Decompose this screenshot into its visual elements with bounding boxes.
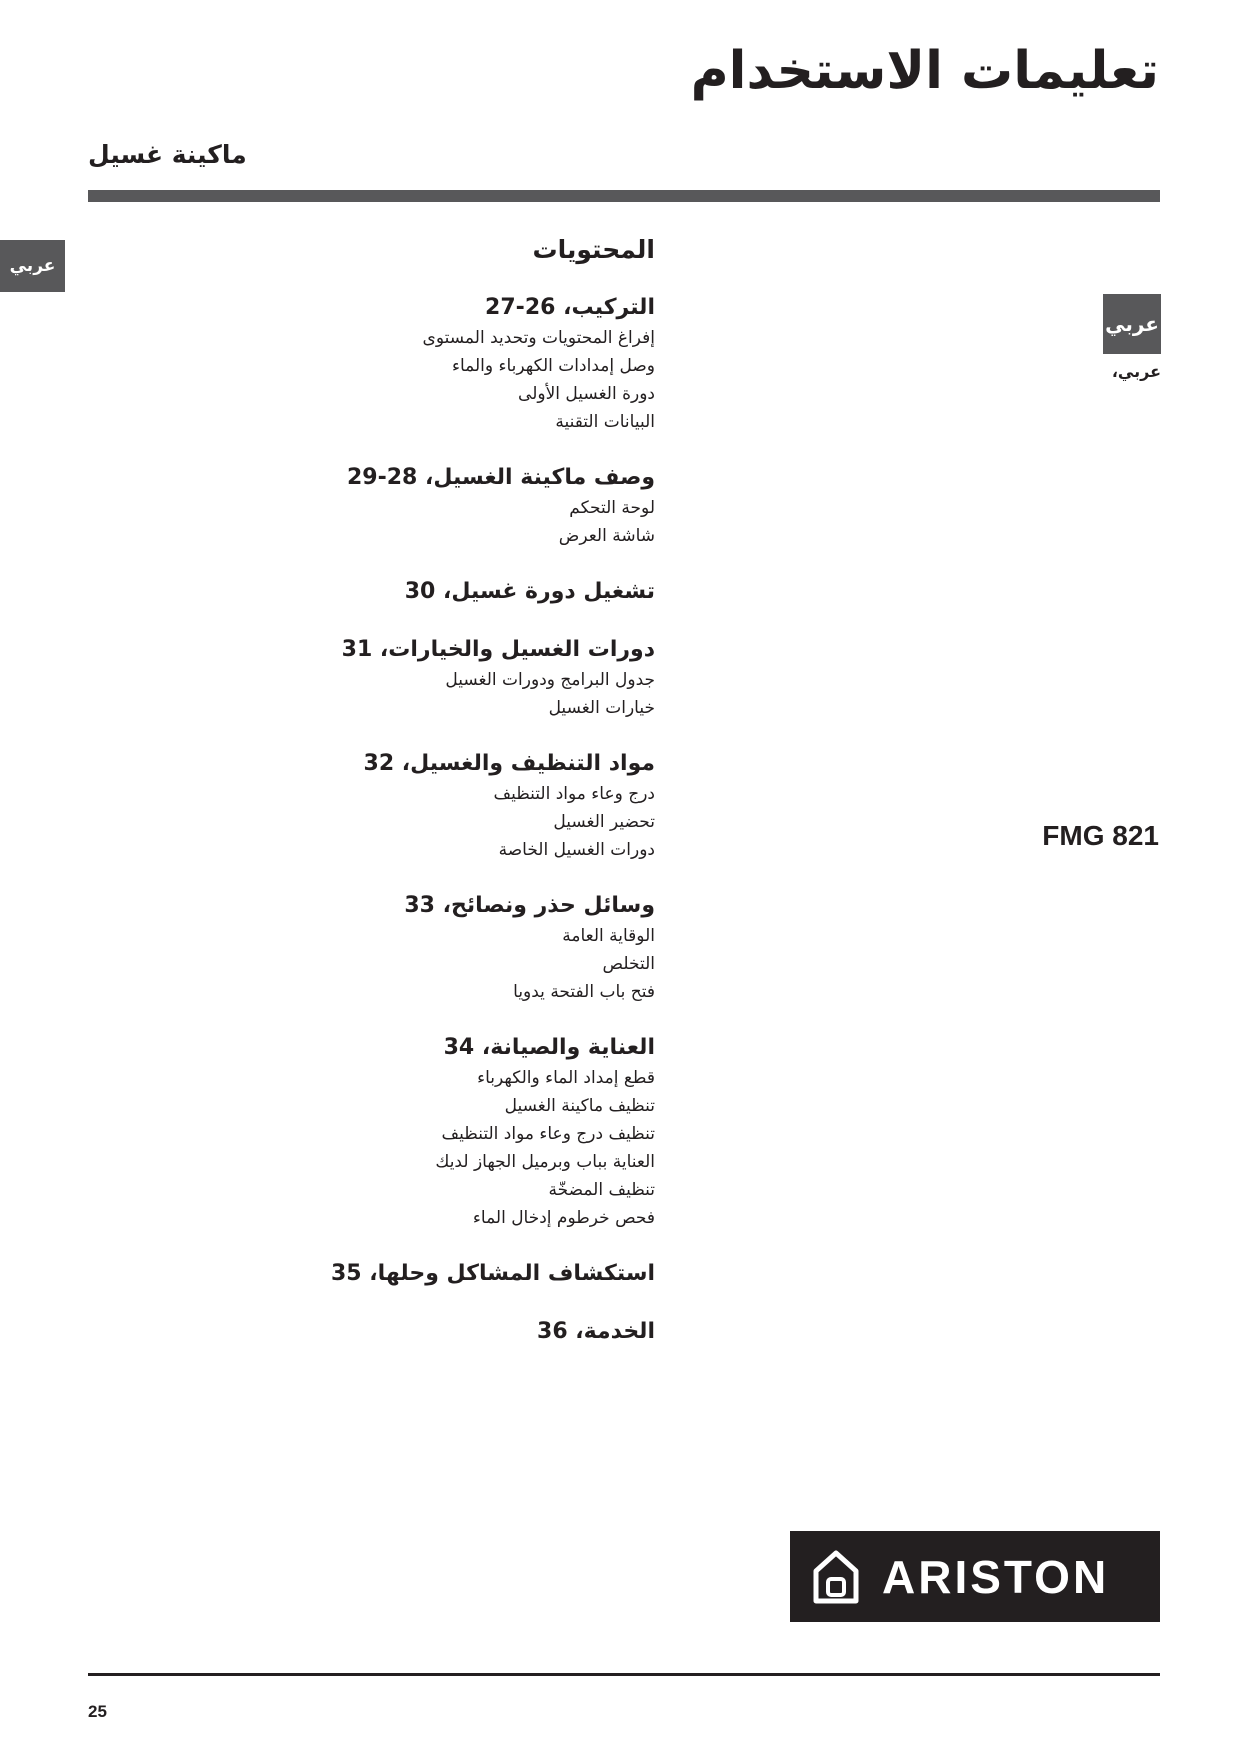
toc-section (135, 634, 655, 722)
toc-section-title: تشغيل دورة غسيل، 30 (404, 579, 655, 604)
toc-item: البيانات التقنية (555, 412, 655, 432)
toc-item: تنظيف المضخّة (548, 1180, 655, 1200)
toc-item: وصل إمدادات الكهرباء والماء (451, 356, 655, 376)
footer-divider (88, 1673, 1160, 1676)
toc-section (135, 462, 655, 550)
ariston-logo (790, 1531, 1160, 1622)
toc-section (135, 1316, 655, 1348)
toc-section-title: العناية والصيانة، 34 (443, 1035, 655, 1060)
toc-heading: المحتويات (532, 235, 655, 264)
logo-text: ARISTON (882, 1550, 1110, 1603)
table-of-contents (135, 232, 655, 1374)
toc-item-list (135, 324, 655, 436)
model-number: FMG 821 (1042, 820, 1159, 851)
toc-item: الوقاية العامة (562, 926, 655, 946)
toc-section (135, 576, 655, 608)
toc-item: تنظيف ماكينة الغسيل (504, 1096, 655, 1116)
toc-item: خيارات الغسيل (548, 698, 655, 718)
toc-section-title: التركيب، 26-27 (485, 295, 655, 320)
toc-item: فتح باب الفتحة يدويا (513, 982, 655, 1002)
toc-section (135, 1032, 655, 1232)
toc-section-title: استكشاف المشاكل وحلها، 35 (330, 1261, 655, 1286)
toc-item: شاشة العرض (558, 526, 655, 546)
toc-section-title: وسائل حذر ونصائح، 33 (404, 893, 655, 918)
language-side-tab (0, 240, 65, 292)
toc-item: درج وعاء مواد التنظيف (493, 784, 655, 804)
toc-item-list (135, 494, 655, 550)
side-tab-label: عربي (9, 256, 56, 276)
document-subtitle: ماكينة غسيل (88, 140, 247, 169)
toc-item: دورات الغسيل الخاصة (498, 840, 655, 860)
page-number: 25 (88, 1702, 107, 1721)
toc-section-title: الخدمة، 36 (537, 1319, 655, 1344)
toc-item: تنظيف درج وعاء مواد التنظيف (441, 1124, 655, 1144)
document-title: تعليمات الاستخدام (690, 41, 1159, 101)
toc-item-list (135, 780, 655, 864)
header-divider (88, 190, 1160, 202)
language-box (1103, 294, 1161, 354)
toc-item: جدول البرامج ودورات الغسيل (445, 670, 655, 690)
toc-section (135, 292, 655, 436)
toc-sections (135, 292, 655, 1348)
language-note: عربي، (1111, 362, 1161, 381)
toc-item: دورة الغسيل الأولى (518, 384, 655, 404)
house-icon (812, 1549, 860, 1605)
toc-item: لوحة التحكم (569, 498, 655, 518)
language-box-label: عربي (1105, 312, 1159, 336)
toc-section-title: دورات الغسيل والخيارات، 31 (341, 637, 655, 662)
toc-section (135, 748, 655, 864)
toc-item: قطع إمداد الماء والكهرباء (477, 1068, 655, 1088)
toc-item-list (135, 922, 655, 1006)
toc-section (135, 1258, 655, 1290)
toc-item-list (135, 666, 655, 722)
toc-item-list (135, 1064, 655, 1232)
toc-section-title: وصف ماكينة الغسيل، 28-29 (346, 465, 655, 490)
toc-item: العناية بباب وبرميل الجهاز لديك (435, 1152, 655, 1172)
toc-item: التخلص (602, 954, 655, 974)
toc-item: فحص خرطوم إدخال الماء (472, 1208, 655, 1228)
toc-section (135, 890, 655, 1006)
toc-item: تحضير الغسيل (553, 812, 655, 832)
toc-item: إفراغ المحتويات وتحديد المستوى (422, 328, 655, 348)
toc-section-title: مواد التنظيف والغسيل، 32 (363, 751, 655, 776)
